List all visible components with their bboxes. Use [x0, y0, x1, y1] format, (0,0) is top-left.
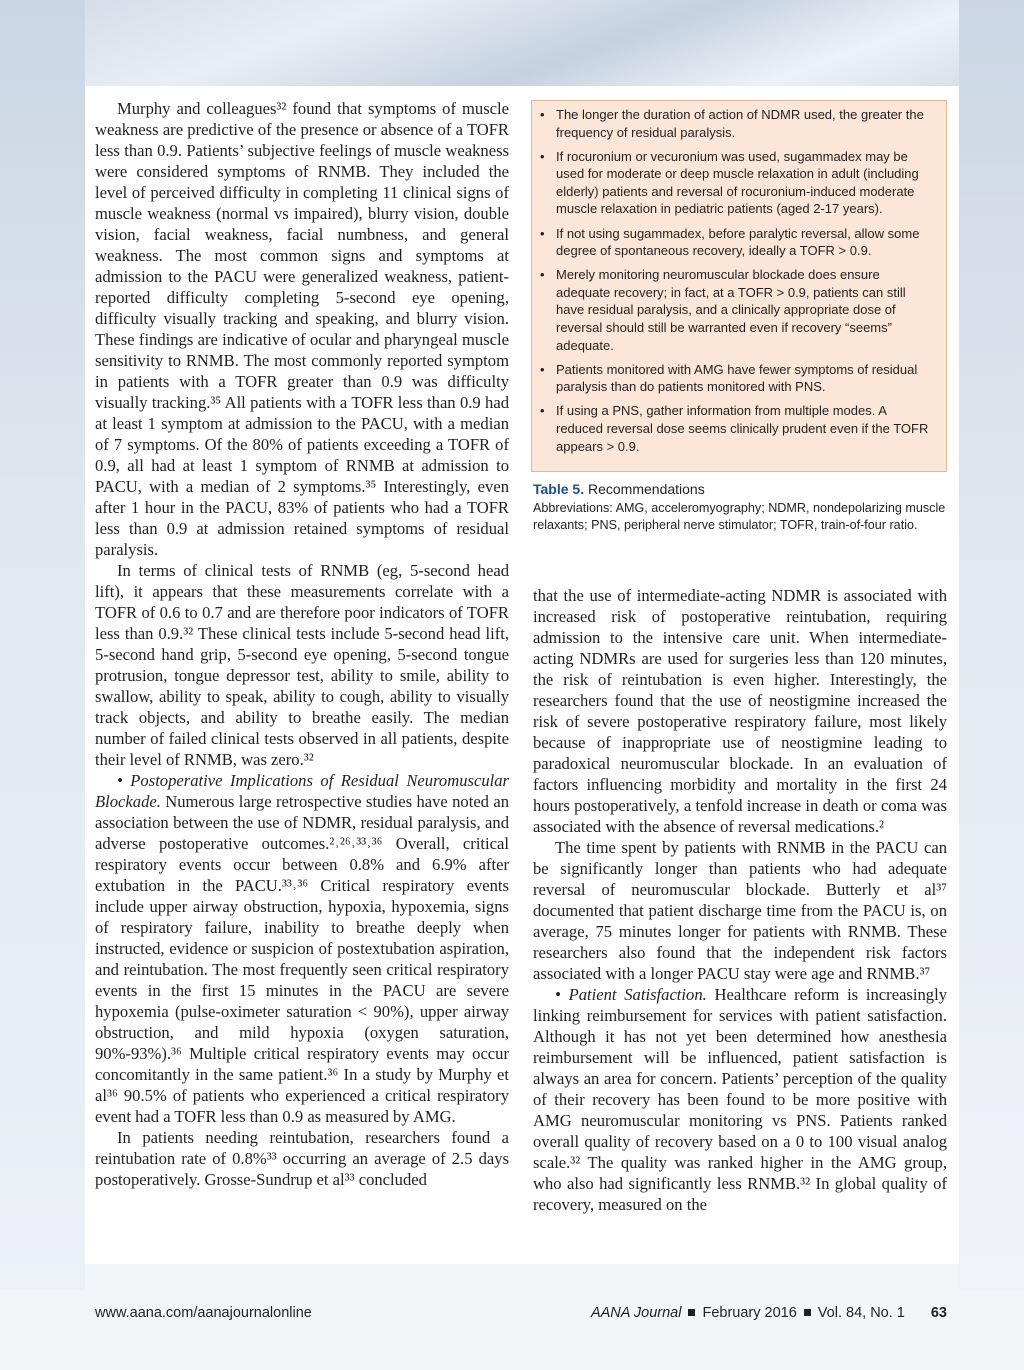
bullet-icon: •: [540, 225, 545, 241]
paragraph: [533, 984, 947, 1215]
table-abbreviations: Abbreviations: AMG, acceleromyography; NDMR, nondepolarizing muscle relaxants; PNS, peripheral nerve stimulator; TOFR, train-of-four ratio.: [533, 501, 946, 532]
paragraph: Murphy and colleagues³² found that symptoms of muscle weakness are predictive of the presence or absence of a TOFR less than 0.9. Patients’ subjective feelings of muscle weakness were considered symptoms of RNMB. They included the level of perceived difficulty in completing 11 clinical signs of muscle weakness (normal vs impaired), blurry vision, double vision, facial weakness, facial numbness, and general weakness. The most common signs and symptoms at admission to the PACU were generalized weakness, patient-reported difficulty completing 5-second eye opening, difficulty visually tracking and speaking, and blurry vision. These findings are indicative of ocular and pharyngeal muscle sensitivity to RNMB. The most commonly reported symptom in patients with a TOFR greater than 0.9 was difficulty visually tracking.³⁵ All patients with a TOFR less than 0.9 had at least 1 symptom at admission to the PACU, with a median of 7 symptoms. Of the 80% of patients exceeding a TOFR of 0.9, all had at least 1 symptom of RNMB at admission to PACU, with a median of 2 symptoms.³⁵ Interestingly, even after 1 hour in the PACU, 83% of patients who had a TOFR less than 0.9 at admission retained symptoms of residual paralysis.: [95, 99, 509, 559]
recommendation-item: [540, 225, 936, 260]
footer-url[interactable]: www.aana.com/aanajournalonline: [95, 1305, 312, 1321]
bullet-icon: •: [540, 403, 545, 419]
recommendation-item: [540, 402, 936, 455]
recommendations-box: [531, 100, 947, 472]
left-column: [95, 98, 509, 1190]
recommendation-item: [540, 361, 936, 396]
recommendation-item: [540, 148, 936, 218]
paragraph: In terms of clinical tests of RNMB (eg, 5-second head lift), it appears that these measurements correlate with a TOFR of 0.6 to 0.7 and are therefore poor indicators of TOFR less than 0.9.³² These clinical tests include 5-second head lift, 5-second hand grip, 5-second eye opening, 5-second tongue protrusion, tongue depressor test, ability to smile, ability to swallow, ability to speak, ability to cough, ability to visually track objects, and ability to breathe easily. The median number of failed clinical tests observed in all patients, despite their level of RNMB, was zero.³²: [95, 561, 509, 769]
page-number: 63: [930, 1305, 947, 1321]
paragraph: that the use of intermediate-acting NDMR is associated with increased risk of postoperative reintubation, requiring admission to the intensive care unit. When intermediate-acting NDMRs are used for surgeries less than 120 minutes, the risk of reintubation is even higher. Interestingly, the researchers found that the use of neostigmine increased the risk of severe postoperative respiratory failure, most likely because of inappropriate use of neostigmine leading to paradoxical neuromuscular blockade. In an evaluation of factors influencing morbidity and mortality in the first 24 hours postoperatively, a tenfold increase in death or coma was associated with the absence of reversal medications.²: [533, 586, 947, 836]
recommendation-item: [540, 266, 936, 354]
table-title: Recommendations: [587, 481, 705, 497]
table-number: Table 5.: [533, 481, 585, 497]
right-margin-background: [959, 0, 1024, 1290]
recommendation-text: Patients monitored with AMG have fewer symptoms of residual paralysis than do patients monitored with PNS.: [556, 361, 918, 395]
recommendation-item: [540, 106, 936, 141]
separator-square-icon: [804, 1309, 811, 1316]
right-column: [533, 585, 947, 1215]
left-margin-background: [0, 0, 85, 1290]
recommendations-list: [540, 106, 936, 455]
bullet-icon: •: [540, 148, 545, 164]
recommendation-text: The longer the duration of action of NDMR used, the greater the frequency of residual paralysis.: [556, 107, 924, 140]
recommendation-text: If rocuronium or vecuronium was used, sugammadex may be used for moderate or deep muscle relaxation in adult (including elderly) patients and reversal of rocuronium-induced moderate muscle relaxation in pediatric patients (aged 2-17 years).: [556, 148, 919, 217]
recommendation-text: Merely monitoring neuromuscular blockade does ensure adequate recovery; in fact, at a TOFR > 0.9, patients can still have residual paralysis, and a clinically appropriate dose of reversal should still be warranted even if recovery “seems” adequate.: [556, 267, 906, 353]
separator-square-icon: [688, 1309, 695, 1316]
table-caption: [533, 480, 947, 498]
issue-date: February 2016: [702, 1305, 797, 1321]
footer-citation: [533, 1305, 947, 1321]
section-heading: • Postoperative Implications of Residual Neuromuscular Blockade.: [95, 771, 509, 811]
recommendation-text: If using a PNS, gather information from multiple modes. A reduced reversal dose seems clinically prudent even if the TOFR appears > 0.9.: [556, 403, 929, 454]
bullet-icon: •: [540, 267, 545, 283]
volume: Vol. 84, No. 1: [817, 1305, 905, 1321]
paragraph: The time spent by patients with RNMB in the PACU can be significantly longer than patients who had adequate reversal of neuromuscular blockade. Butterly et al³⁷ documented that patient discharge time from the PACU is, on average, 75 minutes longer for patients with RNMB. These researchers also found that the independent risk factors associated with a longer PACU stay were age and RNMB.³⁷: [533, 838, 947, 983]
bullet-icon: •: [540, 361, 545, 377]
journal-name: AANA Journal: [590, 1305, 682, 1321]
bullet-icon: •: [540, 107, 545, 122]
recommendation-text: If not using sugammadex, before paralytic reversal, allow some degree of spontaneous recovery, ideally a TOFR > 0.9.: [556, 225, 920, 259]
section-heading: • Patient Satisfaction.: [555, 985, 707, 1004]
paragraph-body: Healthcare reform is increasingly linking reimbursement for services with patient satisfaction. Although it has not yet been determined how anesthesia reimbursement will be influenced, patient satisfaction is always an area for concern. Patients’ perception of the quality of their recovery has been found to be more positive with AMG neuromuscular monitoring vs PNS. Patients ranked overall quality of recovery based on a 0 to 100 visual analog scale.³² The quality was ranked higher in the AMG group, who also had significantly less RNMB.³² In global quality of recovery, measured on the: [533, 985, 947, 1214]
paragraph-body: Numerous large retrospective studies have noted an association between the use of NDMR, residual paralysis, and adverse postoperative outcomes.²˒²⁶˒³³˒³⁶ Overall, critical respiratory events occur between 0.8% and 6.9% after extubation in the PACU.³³˒³⁶ Critical respiratory events include upper airway obstruction, hypoxia, hypoxemia, signs of respiratory failure, inability to breathe deeply when instructed, evidence or suspicion of postextubation aspiration, and reintubation. The most frequently seen critical respiratory events in the first 15 minutes in the PACU are severe hypoxemia (pulse-oximeter saturation < 90%), upper airway obstruction, and mild hypoxia (oxygen saturation, 90%-93%).³⁶ Multiple critical respiratory events may occur concomitantly in the same patient.³⁶ In a study by Murphy et al³⁶ 90.5% of patients who experienced a critical respiratory event had a TOFR less than 0.9 as measured by AMG.: [95, 792, 509, 1126]
paragraph: In patients needing reintubation, researchers found a reintubation rate of 0.8%³³ occurring an average of 2.5 days postoperatively. Grosse-Sundrup et al³³ concluded: [95, 1128, 509, 1189]
paragraph: [95, 770, 509, 1127]
